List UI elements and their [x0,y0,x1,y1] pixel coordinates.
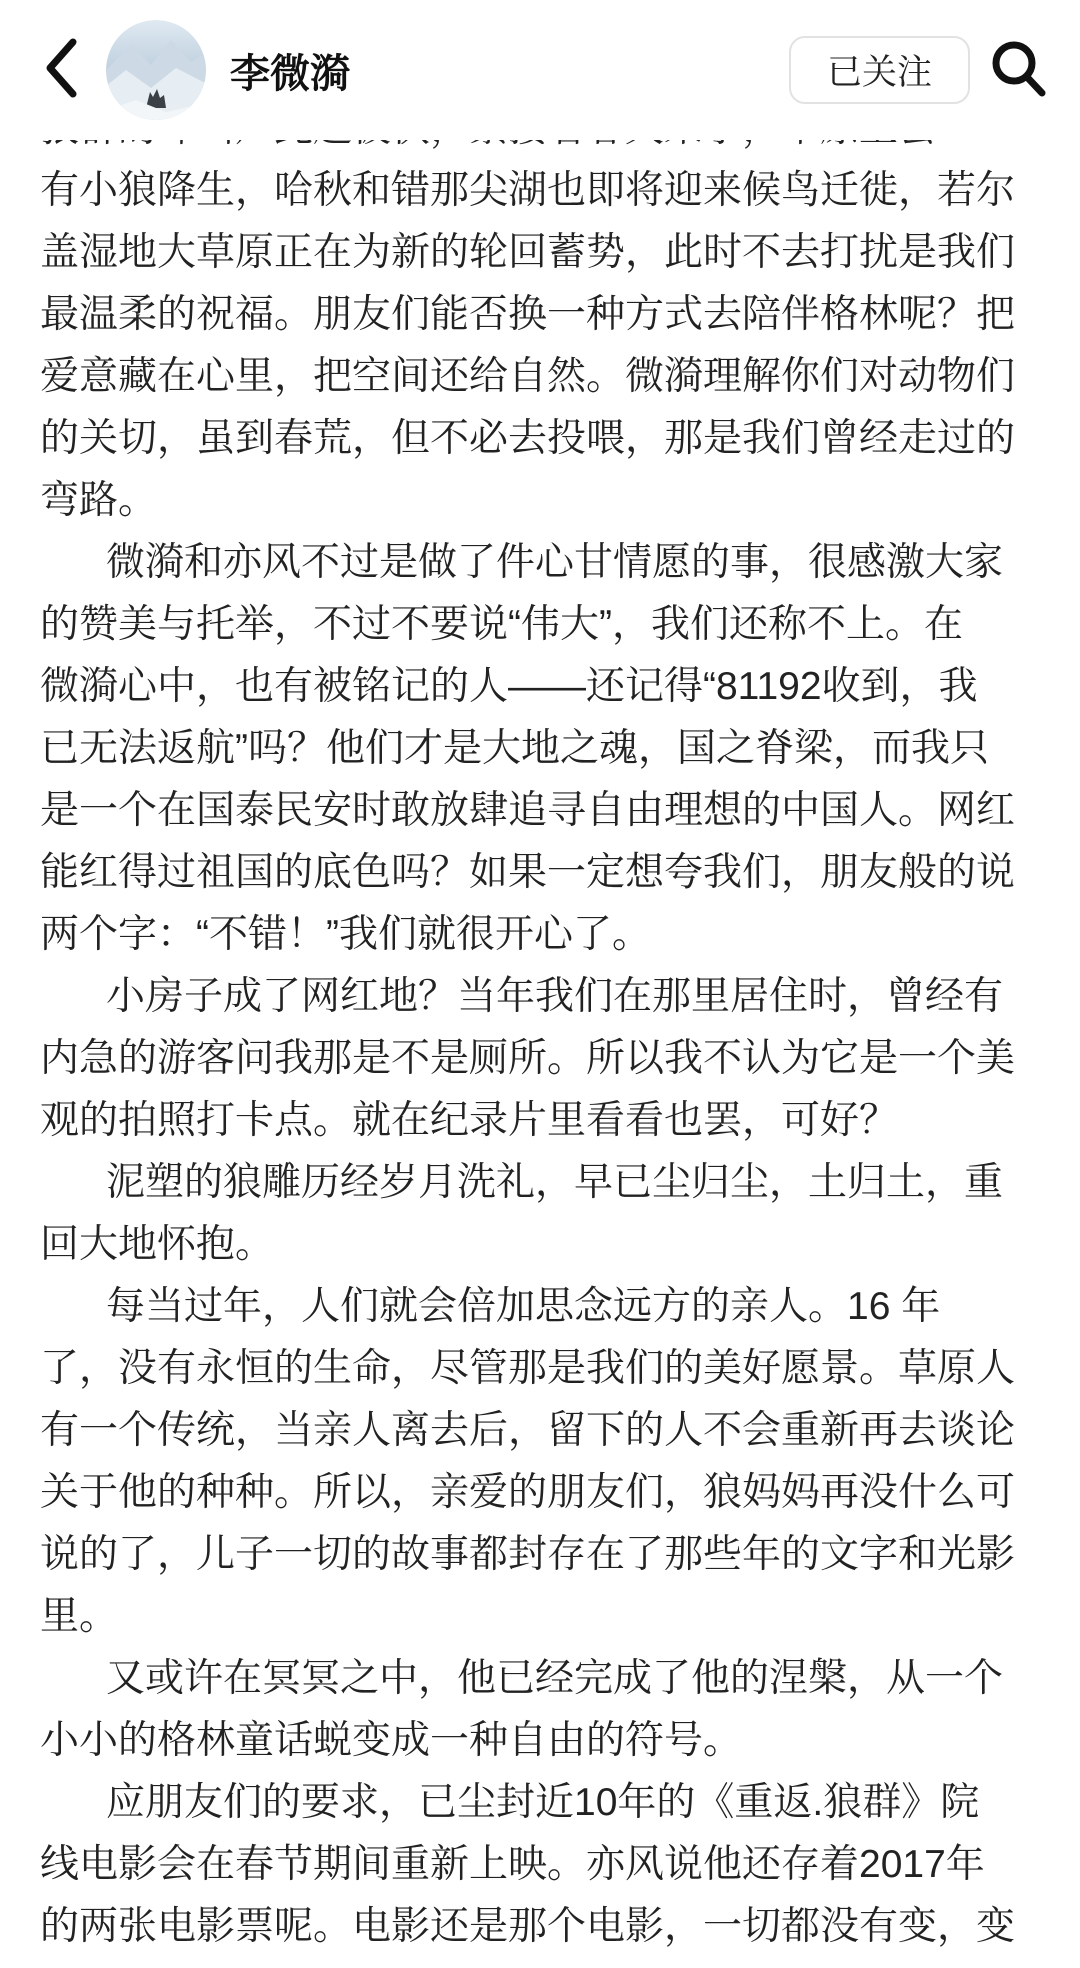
text-line: 的关切，虽到春荒，但不必去投喂，那是我们曾经走过的 [40,417,1016,460]
text-line: 弯路。 [40,479,158,522]
avatar[interactable] [106,20,206,120]
text-line: 已无法返航”吗？他们才是大地之魂，国之脊梁，而我只 [40,727,989,770]
text-line: 每当过年，人们就会倍加思念远方的亲人。16 年 [106,1285,941,1328]
text-line: 了，没有永恒的生命，尽管那是我们的美好愿景。草原人 [40,1347,1016,1390]
username-label: 李微漪 [230,51,350,96]
text-line: 里。 [40,1595,119,1638]
back-button[interactable] [38,35,84,105]
text-line: 爱意藏在心里，把空间还给自然。微漪理解你们对动物们 [40,355,1016,398]
text-line: 又或许在冥冥之中，他已经完成了他的涅槃，从一个 [106,1657,1004,1700]
text-line: 的赞美与托举，不过不要说“伟大”，我们还称不上。在 [40,603,963,646]
text-line: 小房子成了网红地？当年我们在那里居住时，曾经有 [106,975,1004,1018]
text-line: 是一个在国泰民安时敢放肆追寻自由理想的中国人。网红 [40,789,1016,832]
text-line: 回大地怀抱。 [40,1223,275,1266]
search-icon [988,38,1048,103]
text-line: 微漪心中，也有被铭记的人——还记得“81192收到，我 [40,665,978,708]
text-line: 关于他的种种。所以，亲爱的朋友们，狼妈妈再没什么可 [40,1471,1016,1514]
text-line: 有一个传统，当亲人离去后，留下的人不会重新再去谈论 [40,1409,1016,1452]
text-line: 泥塑的狼雕历经岁月洗礼，早已尘归尘，土归土，重 [106,1161,1004,1204]
text-line: 小小的格林童话蜕变成一种自由的符号。 [40,1719,743,1762]
follow-button[interactable]: 已关注 [789,36,970,104]
text-line: 最温柔的祝福。朋友们能否换一种方式去陪伴格林呢？把 [40,293,1016,336]
text-line: 能红得过祖国的底色吗？如果一定想夸我们，朋友般的说 [40,851,1016,894]
text-line: 应朋友们的要求，已尘封近10年的《重返.狼群》院 [106,1781,980,1824]
top-bar [0,0,1080,140]
text-line: 线电影会在春节期间重新上映。亦风说他还存着2017年 [40,1843,985,1886]
text-line: 盖湿地大草原正在为新的轮回蓄势，此时不去打扰是我们 [40,231,1016,274]
text-line: 微漪和亦风不过是做了件心甘情愿的事，很感激大家 [106,541,1004,584]
article-scroll-area[interactable] [0,98,1080,1958]
text-line: 说的了，儿子一切的故事都封存在了那些年的文字和光影 [40,1533,1016,1576]
search-button[interactable] [986,38,1050,102]
text-line: 的两张电影票呢。电影还是那个电影，一切都没有变，变 [40,1905,1016,1948]
text-line: 内急的游客问我那是不是厕所。所以我不认为它是一个美 [40,1037,1016,1080]
text-line: 观的拍照打卡点。就在纪录片里看看也罢，可好？ [40,1099,899,1142]
text-line: 两个字：“不错！”我们就很开心了。 [40,913,651,956]
text-line: 有小狼降生，哈秋和错那尖湖也即将迎来候鸟迁徙，若尔 [40,169,1016,212]
chevron-left-icon [44,37,78,104]
